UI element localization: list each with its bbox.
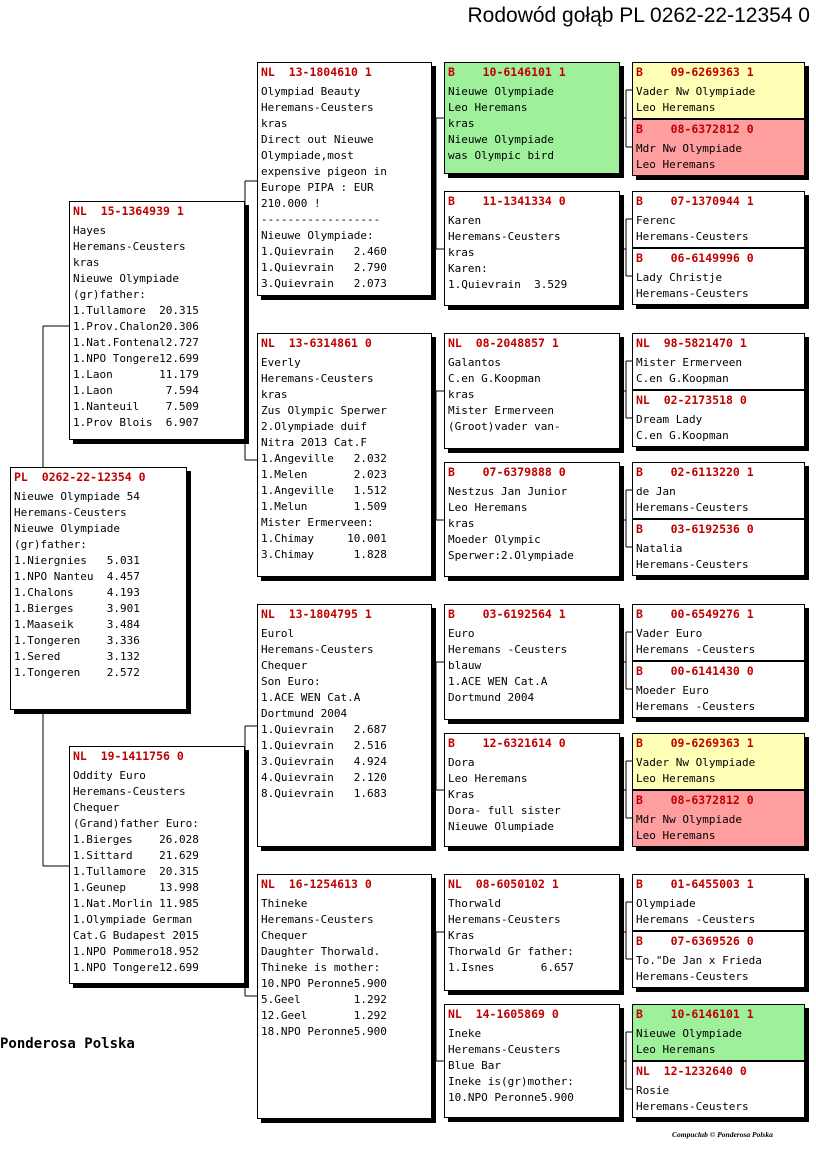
box-text-line: Galantos (448, 356, 501, 369)
ring-number: NL 19-1411756 0 (73, 749, 184, 763)
pedigree-box-b-10-6146101-b (632, 1004, 805, 1061)
pedigree-box-b-07-6369526 (632, 931, 805, 988)
box-text-line: (Grand)father Euro: (73, 817, 199, 830)
pedigree-box-b-02-6113220 (632, 462, 805, 519)
box-text-line: Heremans-Ceusters (261, 913, 374, 926)
page-title: Rodowód gołąb PL 0262-22-12354 0 (467, 4, 810, 27)
box-text-line: 1.Angeville 2.032 (261, 452, 387, 465)
box-text-line: 1.Chalons 4.193 (14, 586, 140, 599)
box-text-line: 1.Tullamore 20.315 (73, 865, 199, 878)
box-text-line: Cat.G Budapest 2015 (73, 929, 199, 942)
box-text-line: Heremans-Ceusters (261, 372, 374, 385)
box-text-line: Son Euro: (261, 675, 321, 688)
box-text-line: 3.Quievrain 2.073 (261, 277, 387, 290)
box-text-line: kras (448, 246, 475, 259)
pedigree-box-pl-0262-22-12354 (10, 467, 187, 710)
box-text-line: 1.Sered 3.132 (14, 650, 140, 663)
box-text-line: 1.Tongeren 2.572 (14, 666, 140, 679)
box-text-line: Heremans-Ceusters (448, 913, 561, 926)
box-text-line: (gr)father: (73, 288, 146, 301)
box-text-line: Thorwald Gr father: (448, 945, 574, 958)
box-text-line: Heremans-Ceusters (636, 287, 749, 300)
box-text-line: 1.Prov Blois 6.907 (73, 416, 199, 429)
ring-number: PL 0262-22-12354 0 (14, 470, 146, 484)
footer-brand: Ponderosa Polska (0, 1036, 135, 1052)
box-text-line: Leo Heremans (448, 101, 528, 114)
box-text-line: 2.Olympiade duif (261, 420, 367, 433)
box-text-line: Blue Bar (448, 1059, 501, 1072)
ring-number: B 11-1341334 0 (448, 194, 566, 208)
ring-number: B 03-6192564 1 (448, 607, 566, 621)
box-text-line: 4.Quievrain 2.120 (261, 771, 387, 784)
box-text-line: 8.Quievrain 1.683 (261, 787, 387, 800)
ring-number: NL 08-6050102 1 (448, 877, 559, 891)
box-text-line: ------------------ (261, 213, 381, 226)
pedigree-box-nl-13-1804610 (257, 62, 432, 296)
box-text-line: 1.Nanteuil 7.509 (73, 400, 199, 413)
box-text-line: Heremans-Ceusters (73, 240, 186, 253)
ring-number: B 07-6379888 0 (448, 465, 566, 479)
box-text-line: Euro (448, 627, 475, 640)
box-text-line: Leo Heremans (636, 1043, 716, 1056)
box-text-line: Heremans -Ceusters (636, 913, 756, 926)
box-text-line: 5.Geel 1.292 (261, 993, 387, 1006)
box-text-line: Ineke is(gr)mother: (448, 1075, 574, 1088)
box-text-line: (gr)father: (14, 538, 87, 551)
ring-number: B 00-6549276 1 (636, 607, 754, 621)
box-text-line: Olympiad Beauty (261, 85, 361, 98)
box-text-line: Heremans-Ceusters (73, 785, 186, 798)
pedigree-box-b-09-6269363-b (632, 733, 805, 790)
box-text-line: Heremans-Ceusters (14, 506, 127, 519)
box-text-line: Heremans-Ceusters (636, 230, 749, 243)
box-text-line: Vader Euro (636, 627, 703, 640)
pedigree-box-nl-15-1364939 (69, 201, 245, 440)
box-text-line: Heremans-Ceusters (448, 230, 561, 243)
box-text-line: Leo Heremans (636, 158, 716, 171)
ring-number: B 09-6269363 1 (636, 65, 754, 79)
box-text-line: Sperwer:2.Olympiade (448, 549, 574, 562)
box-text-line: Europe PIPA : EUR (261, 181, 374, 194)
box-text-line: Heremans-Ceusters (636, 501, 749, 514)
ring-number: B 07-1370944 1 (636, 194, 754, 208)
ring-number: B 00-6141430 0 (636, 664, 754, 678)
box-text-line: 1.Quievrain 3.529 (448, 278, 568, 291)
ring-number: NL 08-2048857 1 (448, 336, 559, 350)
box-text-line: 1.Chimay 10.001 (261, 532, 387, 545)
box-text-line: Nitra 2013 Cat.F (261, 436, 367, 449)
pedigree-box-b-00-6141430 (632, 661, 805, 718)
box-text-line: 10.NPO Peronne5.900 (261, 977, 387, 990)
box-text-line: 1.Nat.Morlin 11.985 (73, 897, 199, 910)
box-text-line: Nieuwe Olympiade (73, 272, 179, 285)
box-text-line: Thineke is mother: (261, 961, 381, 974)
box-text-line: de Jan (636, 485, 676, 498)
box-text-line: 1.Melen 2.023 (261, 468, 387, 481)
box-text-line: Daughter Thorwald. (261, 945, 381, 958)
box-text-line: 18.NPO Peronne5.900 (261, 1025, 387, 1038)
box-text-line: Mdr Nw Olympiade (636, 142, 742, 155)
box-text-line: Kras (448, 788, 475, 801)
box-text-line: 1.Tullamore 20.315 (73, 304, 199, 317)
box-text-line: 1.Sittard 21.629 (73, 849, 199, 862)
box-text-line: 1.Quievrain 2.516 (261, 739, 387, 752)
box-text-line: 1.Laon 11.179 (73, 368, 199, 381)
box-text-line: Dream Lady (636, 413, 703, 426)
box-text-line: Heremans-Ceusters (636, 1100, 749, 1113)
box-text-line: Rosie (636, 1084, 670, 1097)
box-text-line: 1.Olympiade German (73, 913, 193, 926)
pedigree-box-b-08-6372812-a (632, 119, 805, 176)
pedigree-box-b-09-6269363-a (632, 62, 805, 119)
pedigree-box-nl-13-6314861 (257, 333, 432, 577)
box-text-line: Leo Heremans (636, 772, 716, 785)
ring-number: NL 98-5821470 1 (636, 336, 747, 350)
box-text-line: Nieuwe Olympiade (636, 1027, 742, 1040)
pedigree-box-b-06-6149996 (632, 248, 805, 305)
box-text-line: 1.Quievrain 2.687 (261, 723, 387, 736)
box-text-line: Olympiade (636, 897, 696, 910)
ring-number: NL 16-1254613 0 (261, 877, 372, 891)
box-text-line: Vader Nw Olympiade (636, 85, 756, 98)
box-text-line: Heremans -Ceusters (636, 700, 756, 713)
box-text-line: blauw (448, 659, 482, 672)
ring-number: NL 14-1605869 0 (448, 1007, 559, 1021)
pedigree-box-b-10-6146101-a (444, 62, 620, 174)
box-text-line: Eurol (261, 627, 295, 640)
pedigree-box-nl-12-1232640 (632, 1061, 805, 1118)
box-text-line: Heremans-Ceusters (448, 1043, 561, 1056)
box-text-line: 3.Chimay 1.828 (261, 548, 387, 561)
box-text-line: Chequer (73, 801, 120, 814)
ring-number: B 03-6192536 0 (636, 522, 754, 536)
box-text-line: C.en G.Koopman (636, 372, 729, 385)
pedigree-box-b-01-6455003 (632, 874, 805, 931)
ring-number: NL 02-2173518 0 (636, 393, 747, 407)
box-text-line: Nieuwe Olympiade: (261, 229, 374, 242)
box-text-line: To."De Jan x Frieda (636, 954, 762, 967)
box-text-line: Zus Olympic Sperwer (261, 404, 387, 417)
box-text-line: Kras (448, 929, 475, 942)
box-text-line: Mister Ermerveen (636, 356, 742, 369)
ring-number: NL 12-1232640 0 (636, 1064, 747, 1078)
box-text-line: 1.Maaseik 3.484 (14, 618, 140, 631)
box-text-line: Ferenc (636, 214, 676, 227)
ring-number: B 02-6113220 1 (636, 465, 754, 479)
box-text-line: Everly (261, 356, 301, 369)
ring-number: B 08-6372812 0 (636, 793, 754, 807)
box-text-line: kras (448, 117, 475, 130)
box-text-line: Mister Ermerveen: (261, 516, 374, 529)
credit-text: Compuclub © Ponderosa Polska (672, 1130, 773, 1139)
box-text-line: Moeder Olympic (448, 533, 541, 546)
box-text-line: Mdr Nw Olympiade (636, 813, 742, 826)
ring-number: B 12-6321614 0 (448, 736, 566, 750)
box-text-line: 210.000 ! (261, 197, 321, 210)
pedigree-box-b-12-6321614 (444, 733, 620, 847)
box-text-line: 1.Quievrain 2.790 (261, 261, 387, 274)
box-text-line: Nieuwe Olympiade 54 (14, 490, 140, 503)
box-text-line: 3.Quievrain 4.924 (261, 755, 387, 768)
box-text-line: Nieuwe Olympiade (448, 85, 554, 98)
box-text-line: Leo Heremans (636, 101, 716, 114)
box-text-line: 1.ACE WEN Cat.A (448, 675, 548, 688)
ring-number: B 01-6455003 1 (636, 877, 754, 891)
box-text-line: 10.NPO Peronne5.900 (448, 1091, 574, 1104)
box-text-line: kras (448, 517, 475, 530)
box-text-line: 1.NPO Nanteu 4.457 (14, 570, 140, 583)
pedigree-box-b-07-6379888 (444, 462, 620, 577)
box-text-line: Heremans -Ceusters (448, 643, 568, 656)
box-text-line: Chequer (261, 659, 308, 672)
ring-number: NL 13-1804795 1 (261, 607, 372, 621)
ring-number: B 08-6372812 0 (636, 122, 754, 136)
box-text-line: Karen (448, 214, 482, 227)
box-text-line: 1.NPO Tongere12.699 (73, 961, 199, 974)
box-text-line: Heremans-Ceusters (261, 643, 374, 656)
box-text-line: 1.Quievrain 2.460 (261, 245, 387, 258)
box-text-line: Chequer (261, 929, 308, 942)
box-text-line: 1.Angeville 1.512 (261, 484, 387, 497)
box-text-line: Ineke (448, 1027, 482, 1040)
box-text-line: Natalia (636, 542, 683, 555)
box-text-line: kras (448, 388, 475, 401)
pedigree-box-b-07-1370944 (632, 191, 805, 248)
box-text-line: Hayes (73, 224, 107, 237)
box-text-line: Vader Nw Olympiade (636, 756, 756, 769)
box-text-line: Heremans -Ceusters (636, 643, 756, 656)
box-text-line: kras (261, 117, 288, 130)
pedigree-box-nl-13-1804795 (257, 604, 432, 847)
box-text-line: Heremans-Ceusters (261, 101, 374, 114)
box-text-line: 1.Melun 1.509 (261, 500, 387, 513)
box-text-line: 1.Laon 7.594 (73, 384, 199, 397)
box-text-line: Dortmund 2004 (261, 707, 348, 720)
box-text-line: Leo Heremans (448, 772, 528, 785)
pedigree-box-b-11-1341334 (444, 191, 620, 306)
box-text-line: Thineke (261, 897, 308, 910)
pedigree-box-b-03-6192536 (632, 519, 805, 576)
box-text-line: C.en G.Koopman (636, 429, 729, 442)
box-text-line: Dora (448, 756, 475, 769)
box-text-line: expensive pigeon in (261, 165, 387, 178)
box-text-line: Direct out Nieuwe (261, 133, 374, 146)
pedigree-box-nl-19-1411756 (69, 746, 245, 984)
box-text-line: 1.Tongeren 3.336 (14, 634, 140, 647)
box-text-line: 1.Isnes 6.657 (448, 961, 574, 974)
box-text-line: Leo Heremans (636, 829, 716, 842)
pedigree-box-b-00-6549276 (632, 604, 805, 661)
box-text-line: kras (261, 388, 288, 401)
pedigree-box-b-08-6372812-b (632, 790, 805, 847)
box-text-line: Moeder Euro (636, 684, 709, 697)
pedigree-box-nl-14-1605869 (444, 1004, 620, 1118)
box-text-line: Nieuwe Olympiade (448, 133, 554, 146)
box-text-line: Heremans-Ceusters (636, 970, 749, 983)
pedigree-box-nl-08-6050102 (444, 874, 620, 991)
box-text-line: 1.NPO Tongere12.699 (73, 352, 199, 365)
box-text-line: Dortmund 2004 (448, 691, 535, 704)
pedigree-box-b-03-6192564 (444, 604, 620, 720)
box-text-line: Nestzus Jan Junior (448, 485, 568, 498)
ring-number: B 06-6149996 0 (636, 251, 754, 265)
box-text-line: kras (73, 256, 100, 269)
pedigree-box-nl-08-2048857 (444, 333, 620, 449)
box-text-line: Oddity Euro (73, 769, 146, 782)
box-text-line: 1.Prov.Chalon20.306 (73, 320, 199, 333)
box-text-line: Heremans-Ceusters (636, 558, 749, 571)
box-text-line: Nieuwe Olympiade (14, 522, 120, 535)
box-text-line: Olympiade,most (261, 149, 354, 162)
box-text-line: 1.ACE WEN Cat.A (261, 691, 361, 704)
box-text-line: was Olympic bird (448, 149, 554, 162)
box-text-line: Lady Christje (636, 271, 723, 284)
box-text-line: (Groot)vader van- (448, 420, 561, 433)
box-text-line: Leo Heremans (448, 501, 528, 514)
ring-number: NL 13-6314861 0 (261, 336, 372, 350)
box-text-line: 1.Bierges 26.028 (73, 833, 199, 846)
ring-number: B 10-6146101 1 (636, 1007, 754, 1021)
box-text-line: C.en G.Koopman (448, 372, 541, 385)
box-text-line: Thorwald (448, 897, 501, 910)
box-text-line: 1.Geunep 13.998 (73, 881, 199, 894)
ring-number: B 07-6369526 0 (636, 934, 754, 948)
ring-number: NL 13-1804610 1 (261, 65, 372, 79)
box-text-line: Dora- full sister (448, 804, 561, 817)
box-text-line: 1.Nat.Fontenal2.727 (73, 336, 199, 349)
box-text-line: Nieuwe Olumpiade (448, 820, 554, 833)
box-text-line: 1.Bierges 3.901 (14, 602, 140, 615)
ring-number: NL 15-1364939 1 (73, 204, 184, 218)
box-text-line: Karen: (448, 262, 488, 275)
box-text-line: 1.Niergnies 5.031 (14, 554, 140, 567)
box-text-line: 12.Geel 1.292 (261, 1009, 387, 1022)
pedigree-box-nl-98-5821470 (632, 333, 805, 390)
ring-number: B 09-6269363 1 (636, 736, 754, 750)
ring-number: B 10-6146101 1 (448, 65, 566, 79)
box-text-line: 1.NPO Pommero18.952 (73, 945, 199, 958)
pedigree-box-nl-16-1254613 (257, 874, 432, 1119)
pedigree-box-nl-02-2173518 (632, 390, 805, 447)
box-text-line: Mister Ermerveen (448, 404, 554, 417)
